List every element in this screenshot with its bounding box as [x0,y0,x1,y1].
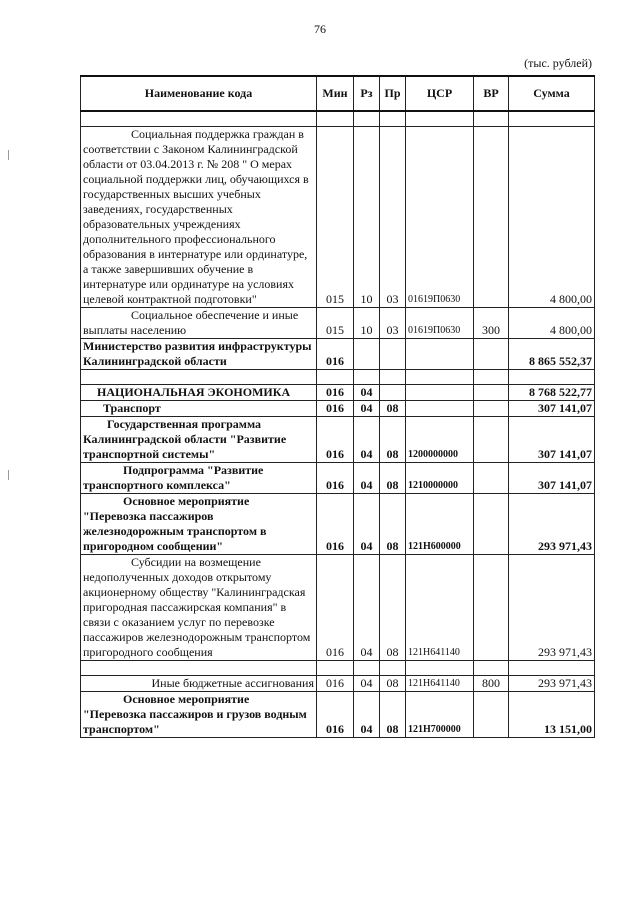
row-csr: 121Н600000 [406,494,474,555]
row-name: Государственная программа Калининградской области "Развитие транспортной системы" [83,417,287,461]
table-header-row [81,76,595,111]
row-vr: 300 [474,308,509,339]
header-name: Наименование кода [81,76,317,111]
page-number: 76 [314,22,326,36]
row-min: 016 [317,676,354,692]
row-rz [354,339,380,370]
row-sum: 293 971,43 [509,494,595,555]
table-row [81,555,595,661]
row-csr [406,385,474,401]
row-pr: 03 [380,127,406,308]
row-sum: 13 151,00 [509,692,595,738]
table-row [81,692,595,738]
row-rz: 04 [354,494,380,555]
row-vr [474,494,509,555]
row-min: 016 [317,401,354,417]
row-pr: 08 [380,417,406,463]
row-rz: 04 [354,555,380,661]
row-name: Социальное обеспечение и иные выплаты населению [83,308,299,337]
row-vr [474,555,509,661]
table-row [81,494,595,555]
row-name: Министерство развития инфраструктуры Калининградской области [81,339,317,370]
row-pr: 03 [380,308,406,339]
header-pr: Пр [380,76,406,111]
row-csr: 01619П0630 [406,127,474,308]
row-sum: 8 865 552,37 [509,339,595,370]
spacer-row [81,111,595,127]
budget-table [80,75,595,738]
row-sum: 293 971,43 [509,555,595,661]
row-pr [380,385,406,401]
row-rz: 04 [354,385,380,401]
row-name: Подпрограмма "Развитие транспортного комплекса" [83,463,264,492]
row-pr: 08 [380,555,406,661]
table-row [81,339,595,370]
row-csr [406,339,474,370]
row-csr: 121Н641140 [406,676,474,692]
row-name: Основное мероприятие "Перевозка пассажиров железнодорожным транспортом в пригородном сообщении" [83,494,267,553]
row-pr: 08 [380,676,406,692]
row-rz: 10 [354,308,380,339]
table-row [81,676,595,692]
row-sum: 4 800,00 [509,127,595,308]
row-sum: 307 141,07 [509,417,595,463]
row-min: 016 [317,339,354,370]
row-min: 015 [317,308,354,339]
header-sum: Сумма [509,76,595,111]
row-name: Субсидии на возмещение недополученных доходов открытому акционерному обществу "Калининградская пригородная пассажирская компания" в связи с оказанием услуг по перевозке пассажиров железнодорожным транспортом пригородного сообщения [83,555,311,659]
table-row [81,463,595,494]
row-name: Транспорт [81,401,317,417]
row-sum: 307 141,07 [509,463,595,494]
row-pr: 08 [380,494,406,555]
unit-label: (тыс. рублей) [524,56,592,70]
table-row [81,385,595,401]
row-min: 016 [317,494,354,555]
row-min: 016 [317,385,354,401]
row-sum: 307 141,07 [509,401,595,417]
table-row [81,417,595,463]
row-vr [474,127,509,308]
row-csr: 1210000000 [406,463,474,494]
row-sum: 4 800,00 [509,308,595,339]
row-name: Социальная поддержка граждан в соответствии с Законом Калининградской области от 03.04.2013 г. № 208 " О мерах социальной поддержки лиц, обучающихся в государственных высших учебных заведениях, государственных образовательных учреждениях дополнительного профессионального образования в интернатуре или ординатуре, а также завершивших обучение в интернатуре или ординатуре на условиях целевой контрактной подготовки" [83,127,309,306]
row-pr: 08 [380,401,406,417]
row-min: 015 [317,127,354,308]
row-vr [474,339,509,370]
row-vr [474,463,509,494]
row-pr [380,339,406,370]
margin-tick [8,470,9,480]
row-pr: 08 [380,463,406,494]
row-rz: 04 [354,417,380,463]
row-rz: 04 [354,676,380,692]
row-name: Иные бюджетные ассигнования [81,676,317,692]
row-csr: 121Н700000 [406,692,474,738]
row-vr: 800 [474,676,509,692]
table-row [81,401,595,417]
gap-row [81,370,595,385]
gap-row [81,661,595,676]
header-vr: ВР [474,76,509,111]
row-rz: 10 [354,127,380,308]
header-rz: Рз [354,76,380,111]
row-rz: 04 [354,463,380,494]
row-csr: 01619П0630 [406,308,474,339]
row-min: 016 [317,692,354,738]
row-rz: 04 [354,692,380,738]
row-vr [474,417,509,463]
row-sum: 8 768 522,77 [509,385,595,401]
row-vr [474,692,509,738]
row-name: НАЦИОНАЛЬНАЯ ЭКОНОМИКА [81,385,317,401]
row-vr [474,385,509,401]
row-min: 016 [317,463,354,494]
row-csr: 1200000000 [406,417,474,463]
row-csr: 121Н641140 [406,555,474,661]
header-min: Мин [317,76,354,111]
margin-tick [8,150,9,160]
row-rz: 04 [354,401,380,417]
table-row [81,308,595,339]
row-min: 016 [317,417,354,463]
row-name: Основное мероприятие "Перевозка пассажиров и грузов водным транспортом" [83,692,307,736]
row-sum: 293 971,43 [509,676,595,692]
row-pr: 08 [380,692,406,738]
row-min: 016 [317,555,354,661]
row-csr [406,401,474,417]
header-csr: ЦСР [406,76,474,111]
row-vr [474,401,509,417]
table-row [81,127,595,308]
